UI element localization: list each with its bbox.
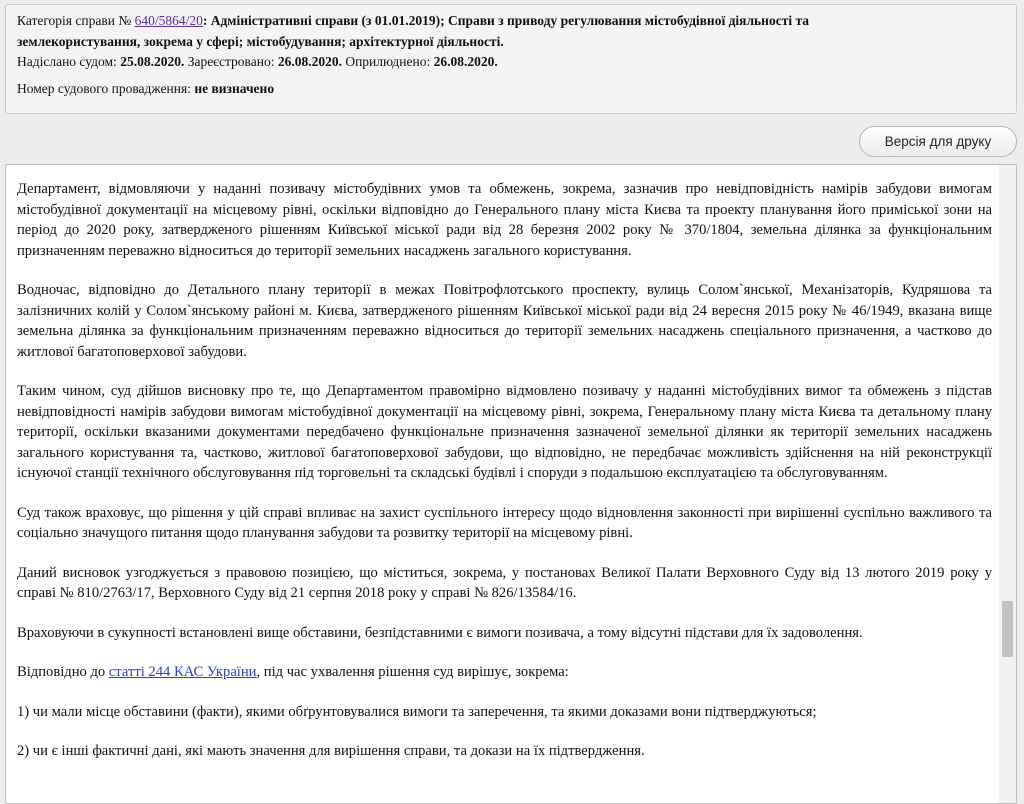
document-scrollbar[interactable] [999, 165, 1016, 803]
document-paragraph: Враховуючи в сукупності встановлені вище обставини, безпідставними є вимоги позивача, а тому відсутні підстави для їх задоволення. [17, 624, 863, 641]
category-label: Категорія справи № [17, 13, 132, 28]
print-version-button[interactable]: Версія для друку [859, 126, 1017, 157]
sent-date: 25.08.2020. [120, 54, 185, 69]
paragraph-text: Відповідно до [17, 664, 109, 680]
scrollbar-thumb[interactable] [1002, 601, 1013, 657]
law-article-link[interactable]: статті 244 КАС України [108, 664, 257, 680]
published-date: 26.08.2020. [433, 54, 498, 69]
document-paragraph [17, 662, 992, 683]
category-value-cont: землекористування, зокрема у сфері; містобудування; архітектурної діяльності. [17, 33, 504, 49]
registered-label: Зареєстровано: [187, 54, 275, 69]
proceeding-value: не визначено [194, 80, 275, 96]
published-label: Оприлюднено: [345, 54, 431, 69]
case-category-line [17, 11, 1005, 32]
paragraph-text: , під час ухвалення рішення суд вирішує, зокрема: [256, 664, 569, 680]
case-dates-line [17, 52, 1005, 73]
document-paragraph: Суд також враховує, що рішення у цій справі впливає на захист суспільного інтересу щодо відновлення законності при вирішенні суспільно важливого та соціально значущого питання щодо планування забудови та розвитку території на місцевому рівні. [17, 504, 992, 541]
category-value: : Адміністративні справи (з 01.01.2019); Справи з приводу регулювання містобудівної діяльності та [202, 13, 810, 28]
sent-label: Надіслано судом: [17, 54, 117, 69]
case-number-link[interactable]: 640/5864/20 [134, 13, 203, 28]
document-paragraph: Даний висновок узгоджується з правовою позицією, що міститься, зокрема, у постановах Великої Палати Верховного Суду від 13 лютого 2019 року у справі № 810/2763/17, Верховного Суду від 21 серпня 2018 року у справі № 826/13584/16. [17, 564, 992, 601]
document-paragraph: 1) чи мали місце обставини (факти), якими обґрунтовувалися вимоги та заперечення, та якими доказами вони підтверджуються; [17, 703, 817, 720]
document-paragraph: Департамент, відмовляючи у наданні позивачу містобудівних умов та обмежень, зокрема, зазначив про невідповідність намірів забудови вимогам містобудівної документації на місцевому рівні, оскільки відповідно до Генерального плану міста Києва та проекту планування його приміської зони на період до 2020 року, затвердженого рішенням Київської міської ради від 28 березня 2002 року № 370/1804, земельна ділянка за функціональним призначенням переважно відноситься до території земельних насаджень загального користування. [17, 181, 992, 259]
registered-date: 26.08.2020. [277, 54, 342, 69]
document-text [17, 179, 992, 781]
proceeding-line [17, 79, 1005, 100]
document-frame [5, 164, 1017, 804]
document-paragraph: Таким чином, суд дійшов висновку про те, що Департаментом правомірно відмовлено позивачу у наданні містобудівних вимог та обмежень з підстав невідповідності намірів забудови вимогам містобудівної документації на місцевому рівні, зокрема, Генеральному плану міста Києва та детальному плану території, оскільки вказаними документами передбачено функціональне призначення зазначеної земельної ділянки як території земельних насаджень загального користування та, частково, житлової багатоповерхової забудови, що відповідно, не передбачає можливість здійснення на ній реконструкції існуючої станції технічного обслуговування під торговельні та складські будівлі і споруди з подальшою експлуатацією та обслуговуванням. [17, 383, 992, 481]
case-info-panel [5, 4, 1017, 114]
proceeding-label: Номер судового провадження: [17, 80, 191, 96]
case-category-line-cont [17, 32, 1005, 53]
document-paragraph: Водночас, відповідно до Детального плану території в межах Повітрофлотського проспекту, вулиць Солом`янської, Механізаторів, Кудряшова та залізничних колій у Солом`янському районі м. Києва, затвердженого рішенням Київської міської ради від 24 вересня 2015 року № 46/1949, вказана вище земельна ділянка за функціональним призначенням переважно відноситься до території земельних насаджень спеціального призначення, а частково до житлової багатоповерхової забудови. [17, 282, 992, 360]
document-paragraph: 2) чи є інші фактичні дані, які мають значення для вирішення справи, та докази на їх підтвердження. [17, 743, 645, 759]
